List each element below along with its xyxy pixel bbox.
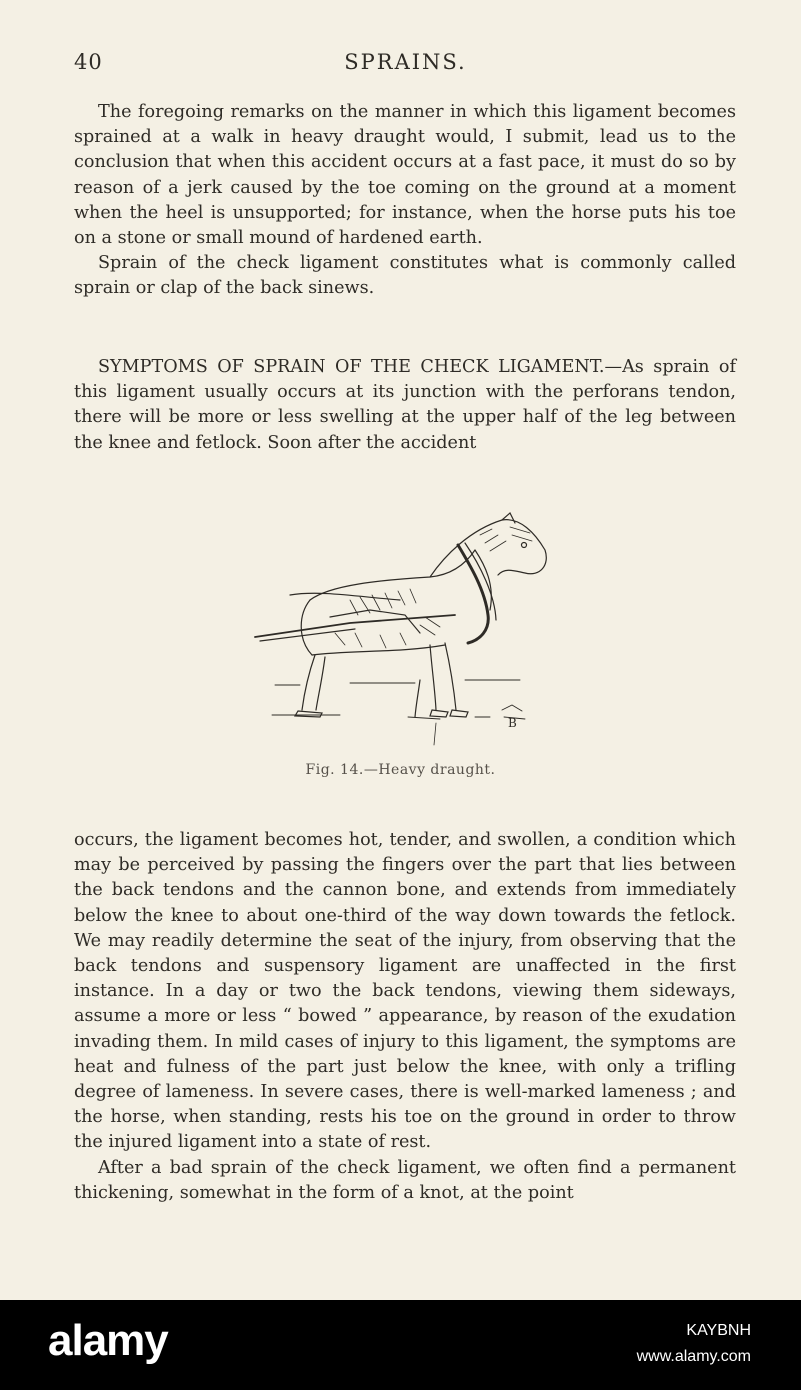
watermark-url: www.alamy.com bbox=[636, 1348, 751, 1365]
page-number: 40 bbox=[74, 50, 103, 74]
text-block-bottom bbox=[74, 828, 736, 1206]
text-block-top bbox=[74, 100, 736, 302]
paragraph-continued: occurs, the ligament becomes hot, tender, and swollen, a condition which may be perceived by passing the fingers over the part that lies between the back tendons and the cannon bone, and extends from immediately below the knee to about one-third of the way down towards the fetlock. We may readily determine the seat of the injury, from observing that the back tendons and suspensory ligament are unaffected in the first instance. In a day or two the back tendons, viewing them sideways, assume a more or less “ bowed ” appearance, by reason of the exudation invading them. In mild cases of injury to this ligament, the symptoms are heat and fulness of the part just below the knee, with only a trifling degree of lameness. In severe cases, there is well-marked lameness ; and the horse, when standing, rests his toe on the ground in order to throw the injured ligament into a state of rest. bbox=[74, 830, 736, 1153]
paragraph-symptoms: SYMPTOMS OF SPRAIN OF THE CHECK LIGAMENT.—As sprain of this ligament usually occurs at its junction with the perforans tendon, there will be more or less swelling at the upper half of the leg between the knee and fetlock. Soon after the accident bbox=[74, 357, 736, 453]
text-block-symptoms bbox=[74, 355, 736, 456]
heavy-draught-horse-illustration bbox=[240, 505, 570, 755]
page-header bbox=[74, 50, 737, 80]
image-id: KAYBNH bbox=[686, 1322, 751, 1339]
artist-signature: B bbox=[508, 716, 517, 730]
alamy-logo: alamy bbox=[48, 1316, 168, 1365]
paragraph-last: After a bad sprain of the check ligament, we often find a permanent thickening, somewhat in the form of a knot, at the point bbox=[74, 1157, 736, 1203]
paragraph-2: Sprain of the check ligament constitutes what is commonly called sprain or clap of the back sinews. bbox=[74, 253, 736, 299]
watermark-banner bbox=[0, 1300, 801, 1390]
paragraph-1: The foregoing remarks on the manner in which this ligament becomes sprained at a walk in heavy draught would, I submit, lead us to the conclusion that when this accident occurs at a fast pace, it must do so by reason of a jerk caused by the toe coming on the ground at a moment when the heel is unsupported; for instance, when the horse puts his toe on a stone or small mound of hardened earth. bbox=[74, 102, 736, 249]
figure-caption: Fig. 14.—Heavy draught. bbox=[305, 762, 496, 778]
running-title: SPRAINS. bbox=[344, 50, 467, 74]
